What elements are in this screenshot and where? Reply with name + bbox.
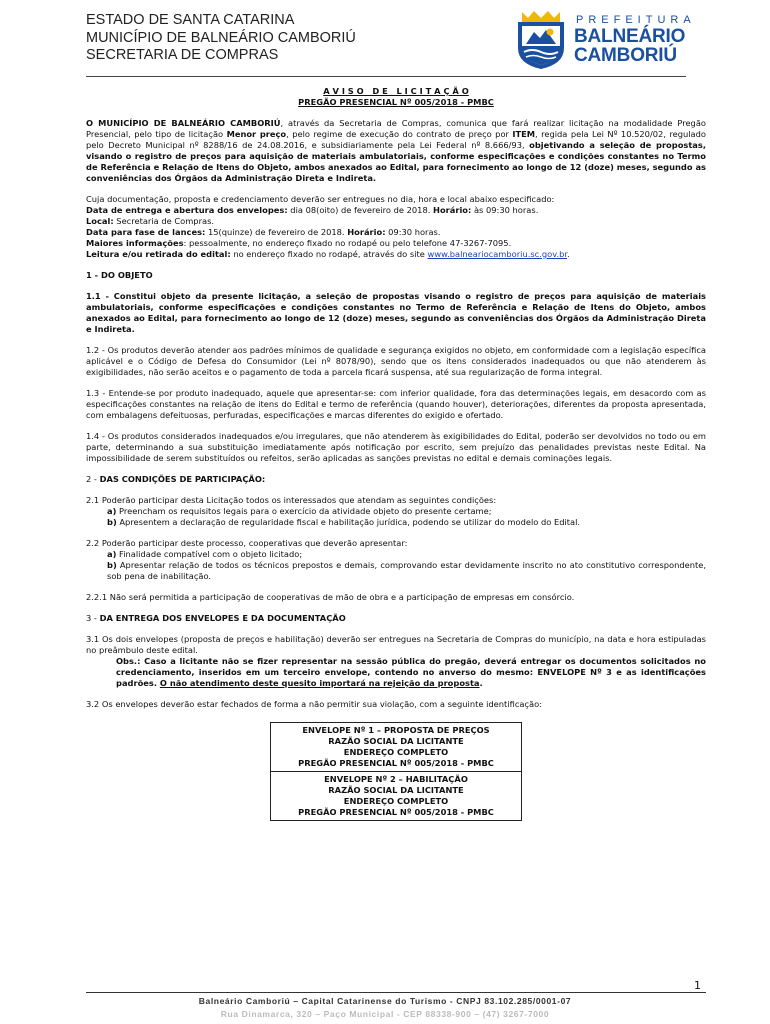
section-1-heading: 1 - DO OBJETO [86, 270, 153, 280]
logo-city-line2: CAMBORIÚ [574, 45, 677, 66]
letterhead [86, 12, 356, 65]
website-link[interactable]: www.balneariocamboriu.sc.gov.br [427, 249, 568, 259]
paragraph-2-2: 2.2 Poderão participar deste processo, cooperativas que deverão apresentar: [86, 538, 408, 548]
paragraph-2-1: 2.1 Poderão participar desta Licitação todos os interessados que atendam as seguintes condições: [86, 495, 497, 505]
page-number: 1 [694, 979, 701, 992]
footer-divider [86, 992, 706, 993]
envelope-2-line: ENDEREÇO COMPLETO [343, 796, 449, 806]
header-divider [86, 76, 686, 77]
delivery-location: Local: Secretaria de Compras. [86, 216, 215, 226]
paragraph-1-4: 1.4 - Os produtos considerados inadequados e/ou irregulares, que não atenderem às exigibilidades do Edital, poderão ser devolvidos no todo ou em parte, determinando a sua substituição imediatamente após notificação por escrito, sem prejuízo das penalidades previstas neste Edital. Na impossibilidade de serem substituídos ou refeitos, serão aplicadas as sanções previstas no edital e demais cominações legais. [86, 431, 706, 463]
letterhead-department: SECRETARIA DE COMPRAS [86, 47, 279, 63]
letterhead-state: ESTADO DE SANTA CATARINA [86, 12, 295, 28]
envelope-1-line: ENDEREÇO COMPLETO [343, 747, 449, 757]
envelope-2-line: ENVELOPE Nº 2 – HABILITAÇÃO [324, 774, 468, 784]
envelope-2-line: RAZÃO SOCIAL DA LICITANTE [328, 785, 464, 795]
paragraph-3-1: 3.1 Os dois envelopes (proposta de preços e habilitação) deverão ser entregues na Secretaria de Compras do município, na data e hora estipuladas no preâmbulo deste edital. [86, 634, 706, 655]
logo-prefeitura-text: PREFEITURA [576, 14, 696, 26]
delivery-intro: Cuja documentação, proposta e credenciamento deverão ser entregues no dia, hora e local abaixo especificado: [86, 194, 555, 204]
envelope-2-block [271, 771, 521, 820]
edital-reading: Leitura e/ou retirada do edital: no endereço fixado no rodapé, através do site www.balneariocamboriu.sc.gov.br. [86, 249, 570, 259]
prefeitura-logo [512, 8, 702, 72]
letterhead-municipality: MUNICÍPIO DE BALNEÁRIO CAMBORIÚ [86, 29, 356, 46]
delivery-date: Data de entrega e abertura dos envelopes: dia 08(oito) de fevereiro de 2018. Horário: às 09:30 horas. [86, 205, 539, 215]
paragraph-1-2: 1.2 - Os produtos deverão atender aos padrões mínimos de qualidade e segurança exigidos no objeto, em conformidade com a legislação específica aplicável e o Código de Defesa do Consumidor (Lei nº 8078/90), sendo que os itens considerados inadequados ou que não atenderem às exigibilidades, não serão aceitos e o pagamento de toda a parcela ficará suspensa, até sua regularização de forma integral. [86, 345, 706, 377]
obs-note: Obs.: Caso a licitante não se fizer representar na sessão pública do pregão, deverá entregar os documentos solicitados no credenciamento, inseridos em um terceiro envelope, contendo no anverso do mesmo: ENVELOPE Nº 3 e as identificações padrões. O não atendimento deste quesito importará na rejeição da proposta. [116, 656, 706, 688]
logo-city-line1: BALNEÁRIO [574, 26, 686, 47]
notice-title: A V I S O D E L I C I T A Ç Ã O [323, 86, 469, 96]
paragraph-2-2-1: 2.2.1 Não será permitida a participação de cooperativas de mão de obra e a participação de empresas em consórcio. [86, 592, 575, 602]
city-crest-icon [512, 8, 570, 70]
envelope-1-line: PREGÃO PRESENCIAL Nº 005/2018 - PMBC [298, 758, 494, 768]
logo-city-name [574, 27, 685, 65]
item-2-1-b: b) Apresentem a declaração de regularidade fiscal e habilitação jurídica, podendo se utilizar do modelo do Edital. [107, 517, 581, 527]
paragraph-1-3: 1.3 - Entende-se por produto inadequado, aquele que apresentar-se: com inferior qualidade, fora das determinações legais, em desacordo com as especificações constantes na relação de itens do Edital e termo de referência (quando houver), deteriorações, diferentes da proposta apresentada, com embalagens defeituosas, perfuradas, especificações e marcas diferentes do exigido e ofertado. [86, 388, 706, 420]
bidding-date: Data para fase de lances: 15(quinze) de fevereiro de 2018. Horário: 09:30 horas. [86, 227, 441, 237]
item-2-1-a: a) Preencham os requisitos legais para o exercício da atividade objeto do presente certame; [107, 506, 492, 516]
document-body [86, 86, 706, 821]
notice-subtitle: PREGÃO PRESENCIAL Nº 005/2018 - PMBC [298, 97, 494, 107]
envelope-2-line: PREGÃO PRESENCIAL Nº 005/2018 - PMBC [298, 807, 494, 817]
envelope-1-line: RAZÃO SOCIAL DA LICITANTE [328, 736, 464, 746]
envelope-identification-box [270, 722, 522, 821]
paragraph-3-2: 3.2 Os envelopes deverão estar fechados de forma a não permitir sua violação, com a seguinte identificação: [86, 699, 542, 709]
paragraph-1-1: 1.1 - Constitui objeto da presente licitação, a seleção de propostas visando o registro de preços para aquisição de materiais ambulatoriais, conforme especificações e condições constantes no Termo de Referência e Relação de Itens do Objeto, ambos anexados ao Edital, para fornecimento ao longo de 12 (doze) meses, segundo as conveniências dos Órgãos da Administração Direta e Indireta. [86, 291, 706, 334]
envelope-1-line: ENVELOPE Nº 1 – PROPOSTA DE PREÇOS [302, 725, 490, 735]
footer-line-1: Balneário Camboriú – Capital Catarinense do Turismo - CNPJ 83.102.285/0001-07 [198, 996, 572, 1006]
more-info: Maiores informações: pessoalmente, no endereço fixado no rodapé ou pelo telefone 47-3267-7095. [86, 238, 512, 248]
section-2-heading: 2 - DAS CONDIÇÕES DE PARTICIPAÇÃO: [86, 474, 266, 484]
footer-line-2: Rua Dinamarca, 320 – Paço Municipal - CEP 88338-900 – (47) 3267-7000 [220, 1009, 550, 1019]
item-2-2-a: a) Finalidade compatível com o objeto licitado; [107, 549, 303, 559]
envelope-1-block [271, 723, 521, 771]
section-3-heading: 3 - DA ENTREGA DOS ENVELOPES E DA DOCUMENTAÇÃO [86, 613, 346, 623]
item-2-2-b: b) Apresentar relação de todos os técnicos prepostos e demais, comprovando estar devidamente inscrito no ato constitutivo correspondente, sob pena de inabilitação. [107, 560, 706, 581]
intro-paragraph: O MUNICÍPIO DE BALNEÁRIO CAMBORIÚ, através da Secretaria de Compras, comunica que fará realizar licitação na modalidade Pregão Presencial, pelo tipo de licitação Menor preço, pelo regime de execução do contrato de preço por ITEM, regida pela Lei Nº 10.520/02, regulado pelo Decreto Municipal nº 8288/16 de 24.08.2016, e subsidiariamente pela Lei Federal nº 8.666/93, objetivando a seleção de propostas, visando o registro de preços para aquisição de materiais ambulatoriais, conforme especificações e condições constantes no Termo de Referência e Relação de Itens do Objeto, ambos anexados ao Edital, para fornecimento ao longo de 12 (doze) meses, segundo as conveniências dos Órgãos da Administração Direta e Indireta. [86, 118, 706, 183]
